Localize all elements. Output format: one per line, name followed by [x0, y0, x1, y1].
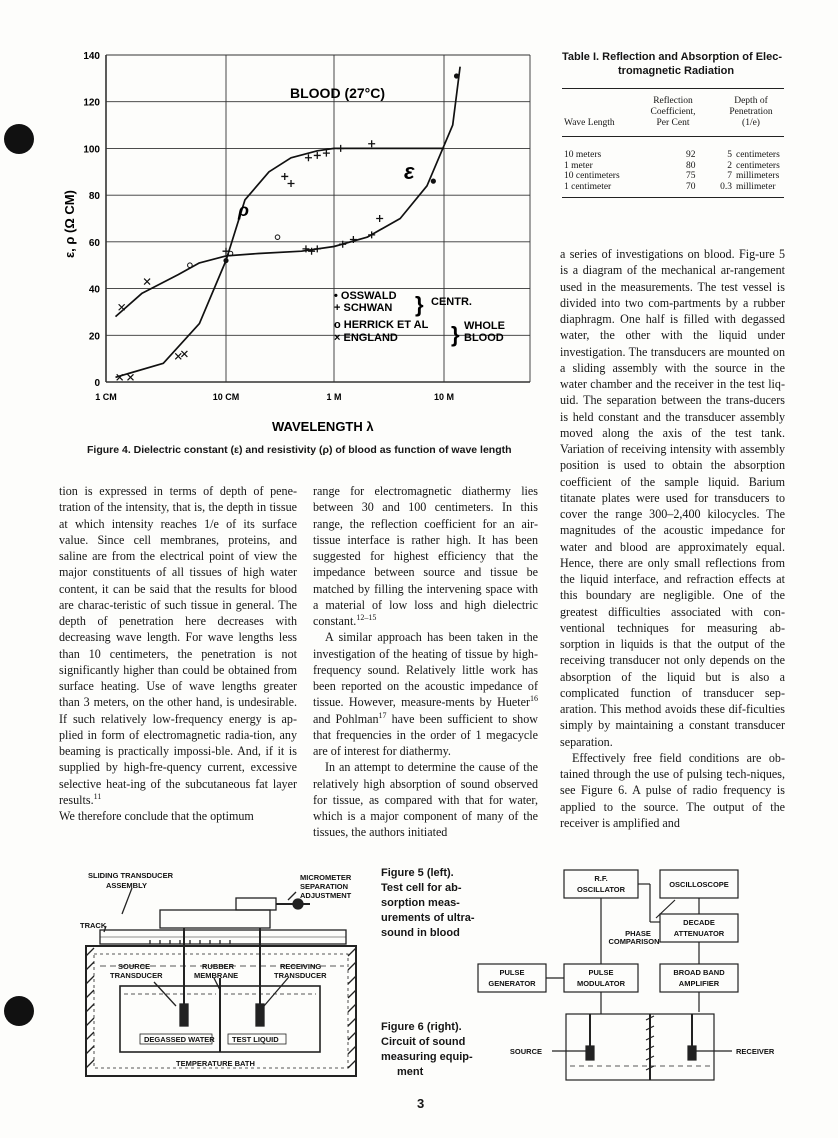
- header-line: Penetration: [729, 107, 773, 117]
- label-broad-band: BROAD BAND: [673, 968, 725, 977]
- cell-wave-length: 10 meters: [564, 150, 602, 160]
- label-pulse: PULSE: [588, 968, 614, 977]
- table-1-header-rule: [562, 136, 784, 137]
- label-degassed-water: DEGASSED WATER: [144, 1035, 215, 1044]
- series-line: [116, 67, 461, 317]
- caption-line: Test cell for ab-: [381, 882, 462, 894]
- paragraph-text: have been sufficient to show that frequencies in the order of 1 megacycle are of interest for diathermy.: [313, 711, 538, 758]
- figure-6-caption: [381, 1020, 473, 1080]
- cell-wave-length: 10 centimeters: [564, 171, 620, 181]
- table-row: [562, 150, 784, 161]
- label-adjustment: ADJUSTMENT: [300, 891, 352, 900]
- data-point: [337, 145, 344, 152]
- table-title-line: Table I. Reflection and Absorption of Elec-: [562, 51, 783, 63]
- x-tick-label: 10 M: [433, 392, 455, 402]
- table-1-title: [562, 50, 782, 78]
- label-phase: PHASE: [625, 929, 651, 938]
- cell-unit: millimeters: [736, 171, 780, 181]
- x-tick-label: 1 M: [326, 392, 342, 402]
- label-modulator: MODULATOR: [576, 979, 626, 988]
- x-axis-label: WAVELENGTH λ: [272, 419, 374, 434]
- paragraph: a series of investigations on blood. Fig-ure 5 is a diagram of the mechanical ar-rangement used in the measurements. The test vessel is divided into two com-partments by a rubber diaphragm. One half is filled with degassed water, the other with the liquid under investigation. The transducers are mounted on a sliding assembly with the source in the water chamber and the receiver in the test liq-uid. The separation between the trans-ducers is held constant and the transducer assembly moved along the axis of the test tank. Variation of receiving intensity with assembly position is used to obtain the absorption coefficient of the sample liquid. Barium titanate plates were used for transducers to cover the range 300–2,400 kilocycles. The magnitudes of the acoustic impedance for water and blood are approximately equal. Hence, there are only small reflections from the liquid interface, and refraction effects at this boundary are negligible. One of the greatest difficulties associated with con-ventional techniques for measuring ab-sorption in liquids is that the output of the receiving transducer not only depends on the absorption of the liquid but is also a complicated function of transducer sep-aration. This method avoids these dif-ficulties simply by maintaining a constant transducer separation.: [560, 247, 785, 749]
- label-track: TRACK: [80, 921, 107, 930]
- paragraph: In an attempt to determine the cause of the relatively high absorption of sound observed for tissue, as compared with that for water, which is a major component of many of the tissues, the authors initiated: [313, 760, 538, 840]
- data-point: [288, 180, 295, 187]
- y-tick-label: 140: [83, 51, 100, 62]
- label-oscilloscope: OSCILLOSCOPE: [669, 880, 729, 889]
- legend-item: + SCHWAN: [334, 302, 393, 314]
- paragraph-text: A similar approach has been taken in the investigation of the heating of tissue by high-frequency sound. Relatively little work has been reported on the acoustic impedance of tissue. However, measure-ments by Hueter: [313, 630, 538, 710]
- y-tick-label: 60: [88, 237, 100, 249]
- punch-hole-bottom: [4, 996, 34, 1026]
- label-assembly: ASSEMBLY: [106, 881, 147, 890]
- label-pulse: PULSE: [499, 968, 525, 977]
- caption-line: urements of ultra-: [381, 912, 475, 924]
- reference-number: 16: [530, 694, 538, 704]
- label-rubber: RUBBER: [202, 962, 235, 971]
- text-column-1: [59, 483, 297, 824]
- label-receiving: RECEIVING: [280, 962, 322, 971]
- reference-number: 17: [378, 710, 387, 720]
- label-micrometer: MICROMETER: [300, 873, 352, 882]
- y-tick-label: 20: [88, 331, 100, 343]
- label-oscillator: OSCILLATOR: [576, 885, 626, 894]
- table-1-bottom-rule: [562, 197, 784, 198]
- chart-title: BLOOD (27°C): [290, 85, 386, 101]
- caption-line: sorption meas-: [381, 897, 460, 909]
- table-1-body: [562, 150, 784, 192]
- cell-depth: 5: [727, 150, 732, 160]
- header-line: Depth of: [734, 96, 768, 106]
- data-point: [175, 353, 181, 359]
- table-1-top-rule: [562, 88, 784, 89]
- label-temperature-bath: TEMPERATURE BATH: [176, 1059, 255, 1068]
- reference-number: 12–15: [356, 612, 377, 622]
- reference-number: 11: [93, 791, 102, 801]
- paragraph: Effectively free field conditions are ob-tained through the use of pulsing tech-niques, see Figure 6. A pulse of radio frequency is applied to the source. The output of the receiver is amplified and: [560, 750, 785, 830]
- chart-legend: [334, 290, 505, 347]
- label-rf: R.F.: [594, 874, 608, 883]
- data-point: [275, 235, 280, 240]
- label-comparison: COMPARISON: [608, 937, 660, 946]
- y-tick-label: 0: [94, 378, 100, 389]
- cell-depth: 2: [727, 160, 732, 171]
- paragraph-text: tion is expressed in terms of depth of pene-tration of the intensity, that is, the depth in tissue at which intensity reaches 1/e of its surface value. Since cell membranes, proteins, and saline are from the electrical point of view the major constituents of all tissues of high water content, it can be said that the results for blood are charac-teristic of such tissue in general. The depth of penetration here decreases with decreasing wave length. For wave lengths less than 10 centimeters, the penetration is not significantly higher than could be obtained from surface heating. Use of wave lengths greater than 3 meters, on the other hand, is undesirable. If such relatively low-frequency energy is ap-plied in form of electromagnetic radia-tion, any beaming is practically impossi-ble. And, if it is supplied by high-fre-quency current, excessive selective heat-ing of the subcutaneous fat layer results.: [59, 484, 297, 807]
- legend-group-label: BLOOD: [464, 332, 504, 344]
- paragraph: [313, 629, 538, 759]
- figure-4-caption: Figure 4. Dielectric constant (ε) and resistivity (ρ) of blood as function of wave length: [87, 444, 512, 456]
- cell-reflection: 80: [686, 160, 696, 171]
- legend-group-label: WHOLE: [464, 320, 505, 332]
- legend-group-label: CENTR.: [431, 296, 472, 308]
- cell-wave-length: 1 centimeter: [564, 181, 612, 192]
- caption-line: measuring equip-: [381, 1051, 473, 1063]
- label-attenuator: ATTENUATOR: [673, 929, 725, 938]
- figure-5-diagram: [60, 866, 370, 1088]
- cell-reflection: 75: [686, 171, 696, 181]
- table-title-line: tromagnetic Radiation: [618, 65, 735, 77]
- data-point: [314, 152, 321, 159]
- label-receiving-transducer: TRANSDUCER: [274, 971, 327, 980]
- cell-depth: 7: [727, 171, 732, 181]
- legend-item: o HERRICK ET AL: [334, 319, 429, 331]
- header-line: Coefficient,: [650, 107, 696, 117]
- label-source-transducer: TRANSDUCER: [110, 971, 163, 980]
- data-point: [188, 263, 193, 268]
- data-point: [376, 215, 383, 222]
- x-tick-label: 1 CM: [95, 392, 117, 402]
- paragraph: [59, 483, 297, 808]
- legend-item: • OSSWALD: [334, 290, 397, 302]
- text-column-2: [313, 483, 538, 841]
- y-tick-label: 120: [83, 97, 100, 109]
- data-point: [181, 351, 187, 357]
- caption-line: Figure 5 (left).: [381, 867, 454, 879]
- cell-unit: centimeters: [736, 150, 780, 160]
- label-receiver: RECEIVER: [736, 1047, 775, 1056]
- data-point: [223, 258, 228, 263]
- label-sliding-transducer: SLIDING TRANSDUCER: [88, 871, 174, 880]
- table-row: [562, 182, 784, 193]
- data-point: [431, 179, 436, 184]
- label-generator: GENERATOR: [488, 979, 536, 988]
- cell-unit: centimeters: [736, 160, 780, 171]
- data-point: [281, 173, 288, 180]
- paragraph-text: and Pohlman: [313, 711, 379, 726]
- header-wave-length: Wave Length: [564, 118, 615, 128]
- cell-reflection: 70: [686, 181, 696, 192]
- label-source: SOURCE: [509, 1047, 542, 1056]
- label-decade: DECADE: [683, 918, 715, 927]
- label-separation: SEPARATION: [300, 882, 349, 891]
- caption-line: sound in blood: [381, 927, 460, 939]
- curve-label-rho: ρ: [238, 200, 249, 220]
- data-point: [119, 304, 125, 310]
- curve-label-epsilon: ε: [404, 159, 415, 184]
- data-point: [454, 73, 459, 78]
- cell-reflection: 92: [686, 150, 696, 160]
- y-tick-label: 80: [88, 191, 100, 203]
- label-membrane: MEMBRANE: [194, 971, 239, 980]
- paragraph: [313, 483, 538, 629]
- header-line: (1/e): [742, 118, 760, 128]
- cell-depth: 0.3: [720, 181, 732, 192]
- header-reflection: [638, 96, 708, 129]
- table-row: [562, 171, 784, 182]
- header-line: Per Cent: [656, 118, 690, 128]
- header-depth: [718, 96, 784, 129]
- figure-4-chart: [0, 0, 560, 434]
- legend-item: × ENGLAND: [334, 332, 398, 344]
- text-column-3: [560, 246, 785, 831]
- data-point: [305, 154, 312, 161]
- paragraph: We therefore conclude that the optimum: [59, 809, 254, 823]
- data-point: [127, 374, 133, 380]
- x-tick-label: 10 CM: [212, 392, 240, 402]
- data-point: [368, 140, 375, 147]
- caption-line: ment: [397, 1066, 424, 1078]
- cell-unit: millimeter: [736, 181, 776, 192]
- label-source: SOURCE: [118, 962, 151, 971]
- legend-brace: }: [415, 292, 424, 317]
- y-tick-label: 40: [88, 284, 100, 296]
- cell-wave-length: 1 meter: [564, 160, 593, 171]
- figure-5-caption: [381, 866, 475, 941]
- caption-line: Figure 6 (right).: [381, 1021, 462, 1033]
- legend-brace: }: [451, 322, 460, 347]
- y-axis-label: ε, ρ (Ω CM): [62, 190, 77, 258]
- data-point: [144, 279, 150, 285]
- label-amplifier: AMPLIFIER: [678, 979, 720, 988]
- table-row: [562, 161, 784, 172]
- y-tick-label: 100: [83, 144, 100, 156]
- label-test-liquid: TEST LIQUID: [232, 1035, 279, 1044]
- figure-6-circuit: [470, 862, 790, 1088]
- caption-line: Circuit of sound: [381, 1036, 466, 1048]
- page-number: 3: [417, 1096, 425, 1111]
- paragraph-text: range for electromagnetic diathermy lies between 30 and 100 centimeters. In this range, the reflection coefficient for an air-tissue interface is rather high. It has been suggested for highest efficiency that the impedance between source and tissue be matched by filling the intervening space with a material of low loss and high dielectric constant.: [313, 484, 538, 628]
- header-line: Reflection: [653, 96, 693, 106]
